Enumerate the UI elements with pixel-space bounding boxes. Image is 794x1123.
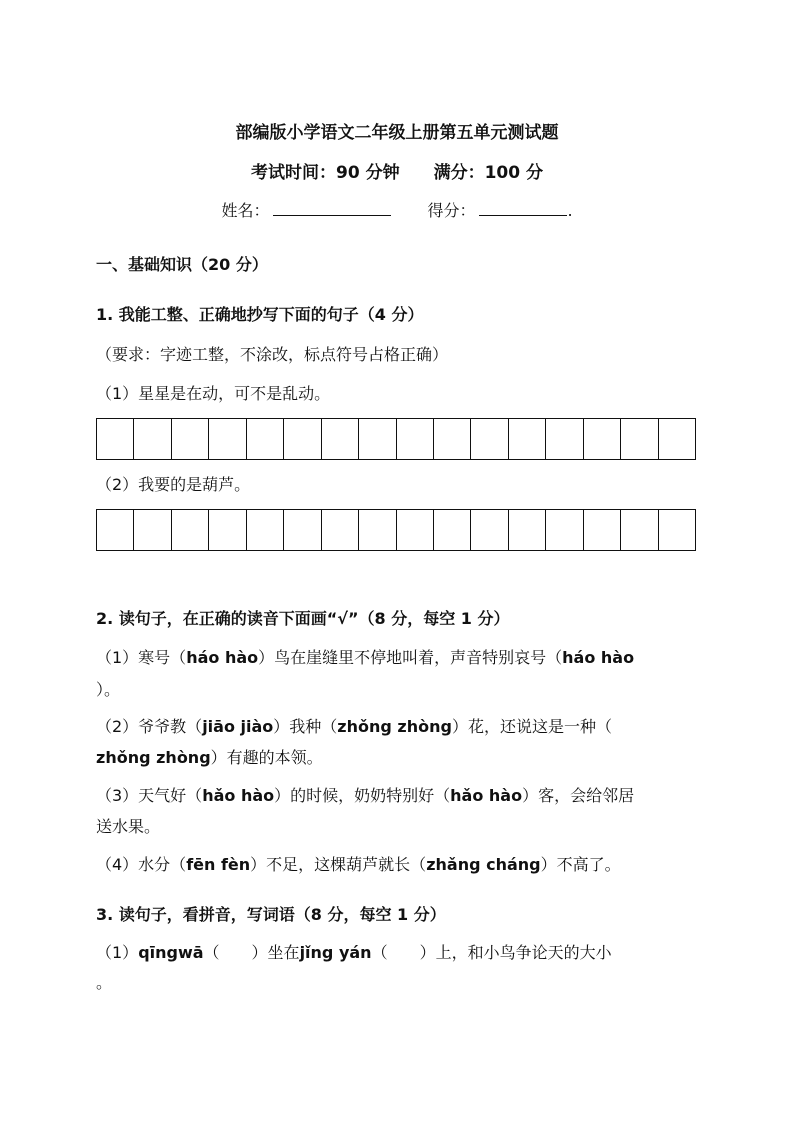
sentence-text: （4）水分（ xyxy=(96,855,187,874)
question-2-line-1-end: ）。 xyxy=(96,680,121,699)
grid-cell[interactable] xyxy=(284,510,321,550)
question-2-line-2-end xyxy=(96,745,323,768)
grid-cell[interactable] xyxy=(434,419,471,459)
score-label: 得分： xyxy=(427,201,476,220)
page-title: 部编版小学语文二年级上册第五单元测试题 xyxy=(235,123,559,143)
pinyin-prompt: qīngwā xyxy=(138,943,204,962)
writing-grid-2[interactable] xyxy=(96,509,696,551)
grid-cell[interactable] xyxy=(509,510,546,550)
question-2-line-4 xyxy=(96,852,621,875)
grid-cell[interactable] xyxy=(247,510,284,550)
grid-cell[interactable] xyxy=(659,419,695,459)
sentence-text: ）不足，这棵葫芦就长（ xyxy=(250,855,427,874)
grid-cell[interactable] xyxy=(359,510,396,550)
question-2-line-2 xyxy=(96,714,612,737)
writing-grid-1[interactable] xyxy=(96,418,696,460)
grid-cell[interactable] xyxy=(397,419,434,459)
grid-cell[interactable] xyxy=(621,419,658,459)
section-heading: 一、基础知识（20 分） xyxy=(96,255,268,274)
answer-blank-text[interactable]: （ ）坐在 xyxy=(203,943,300,962)
sentence-text: ）的时候，奶奶特别好（ xyxy=(274,786,451,805)
grid-cell[interactable] xyxy=(172,419,209,459)
grid-cell[interactable] xyxy=(359,419,396,459)
pinyin-prompt: jǐng yán xyxy=(299,943,372,962)
grid-cell[interactable] xyxy=(621,510,658,550)
sentence-text: ）鸟在崖缝里不停地叫着，声音特别哀号（ xyxy=(258,648,563,667)
question-3-line-1 xyxy=(96,940,612,963)
name-score-row xyxy=(0,198,794,221)
pinyin-choice[interactable]: háo hào xyxy=(186,648,259,667)
sentence-text: ）花，还说这是一种（ xyxy=(451,717,612,736)
question-3-line-1-end: 。 xyxy=(96,973,113,992)
grid-cell[interactable] xyxy=(284,419,321,459)
question-1-sentence-1: （1）星星是在动，可不是乱动。 xyxy=(96,384,331,403)
pinyin-choice[interactable]: zhǒng zhòng xyxy=(96,748,211,767)
question-1-requirement: （要求：字迹工整，不涂改，标点符号占格正确） xyxy=(96,345,449,364)
grid-cell[interactable] xyxy=(97,419,134,459)
score-blank[interactable] xyxy=(479,200,567,216)
sentence-text: ）客，会给邻居 xyxy=(522,786,635,805)
grid-cell[interactable] xyxy=(97,510,134,550)
grid-cell[interactable] xyxy=(209,419,246,459)
pinyin-choice[interactable]: hǎo hào xyxy=(450,786,523,805)
pinyin-choice[interactable]: zhǎng cháng xyxy=(426,855,541,874)
sentence-text: ）有趣的本领。 xyxy=(210,748,323,767)
grid-cell[interactable] xyxy=(172,510,209,550)
grid-cell[interactable] xyxy=(434,510,471,550)
sentence-text: ）我种（ xyxy=(273,717,338,736)
grid-cell[interactable] xyxy=(584,419,621,459)
exam-meta xyxy=(0,158,794,183)
grid-cell[interactable] xyxy=(397,510,434,550)
name-blank[interactable] xyxy=(273,200,391,216)
sentence-text: （1）寒号（ xyxy=(96,648,187,667)
sentence-text: （2）爷爷教（ xyxy=(96,717,203,736)
grid-cell[interactable] xyxy=(209,510,246,550)
score-end: . xyxy=(567,201,573,220)
question-2-line-1 xyxy=(96,645,634,668)
sentence-text: （1） xyxy=(96,943,139,962)
grid-cell[interactable] xyxy=(134,510,171,550)
pinyin-choice[interactable]: fēn fèn xyxy=(186,855,251,874)
grid-cell[interactable] xyxy=(247,419,284,459)
grid-cell[interactable] xyxy=(659,510,695,550)
pinyin-choice[interactable]: jiāo jiào xyxy=(202,717,274,736)
grid-cell[interactable] xyxy=(322,510,359,550)
question-3-heading: 3. 读句子，看拼音，写词语（8 分，每空 1 分） xyxy=(96,905,446,924)
question-2-line-3 xyxy=(96,783,634,806)
pinyin-choice[interactable]: zhǒng zhòng xyxy=(337,717,452,736)
grid-cell[interactable] xyxy=(509,419,546,459)
grid-cell[interactable] xyxy=(134,419,171,459)
question-1-sentence-2: （2）我要的是葫芦。 xyxy=(96,475,251,494)
pinyin-choice[interactable]: hǎo hào xyxy=(202,786,275,805)
question-1-heading: 1. 我能工整、正确地抄写下面的句子（4 分） xyxy=(96,305,424,324)
full-score: 满分：100 分 xyxy=(433,163,543,183)
grid-cell[interactable] xyxy=(546,419,583,459)
grid-cell[interactable] xyxy=(471,419,508,459)
answer-blank-text[interactable]: （ ）上，和小鸟争论天的大小 xyxy=(371,943,612,962)
grid-cell[interactable] xyxy=(471,510,508,550)
pinyin-choice[interactable]: háo hào xyxy=(562,648,635,667)
exam-time: 考试时间：90 分钟 xyxy=(251,163,400,183)
grid-cell[interactable] xyxy=(322,419,359,459)
sentence-text: ）不高了。 xyxy=(540,855,621,874)
grid-cell[interactable] xyxy=(584,510,621,550)
name-label: 姓名： xyxy=(221,201,270,220)
sentence-text: （3）天气好（ xyxy=(96,786,203,805)
grid-cell[interactable] xyxy=(546,510,583,550)
question-2-line-3-end: 送水果。 xyxy=(96,817,161,836)
question-2-heading: 2. 读句子，在正确的读音下面画“√”（8 分，每空 1 分） xyxy=(96,609,510,628)
